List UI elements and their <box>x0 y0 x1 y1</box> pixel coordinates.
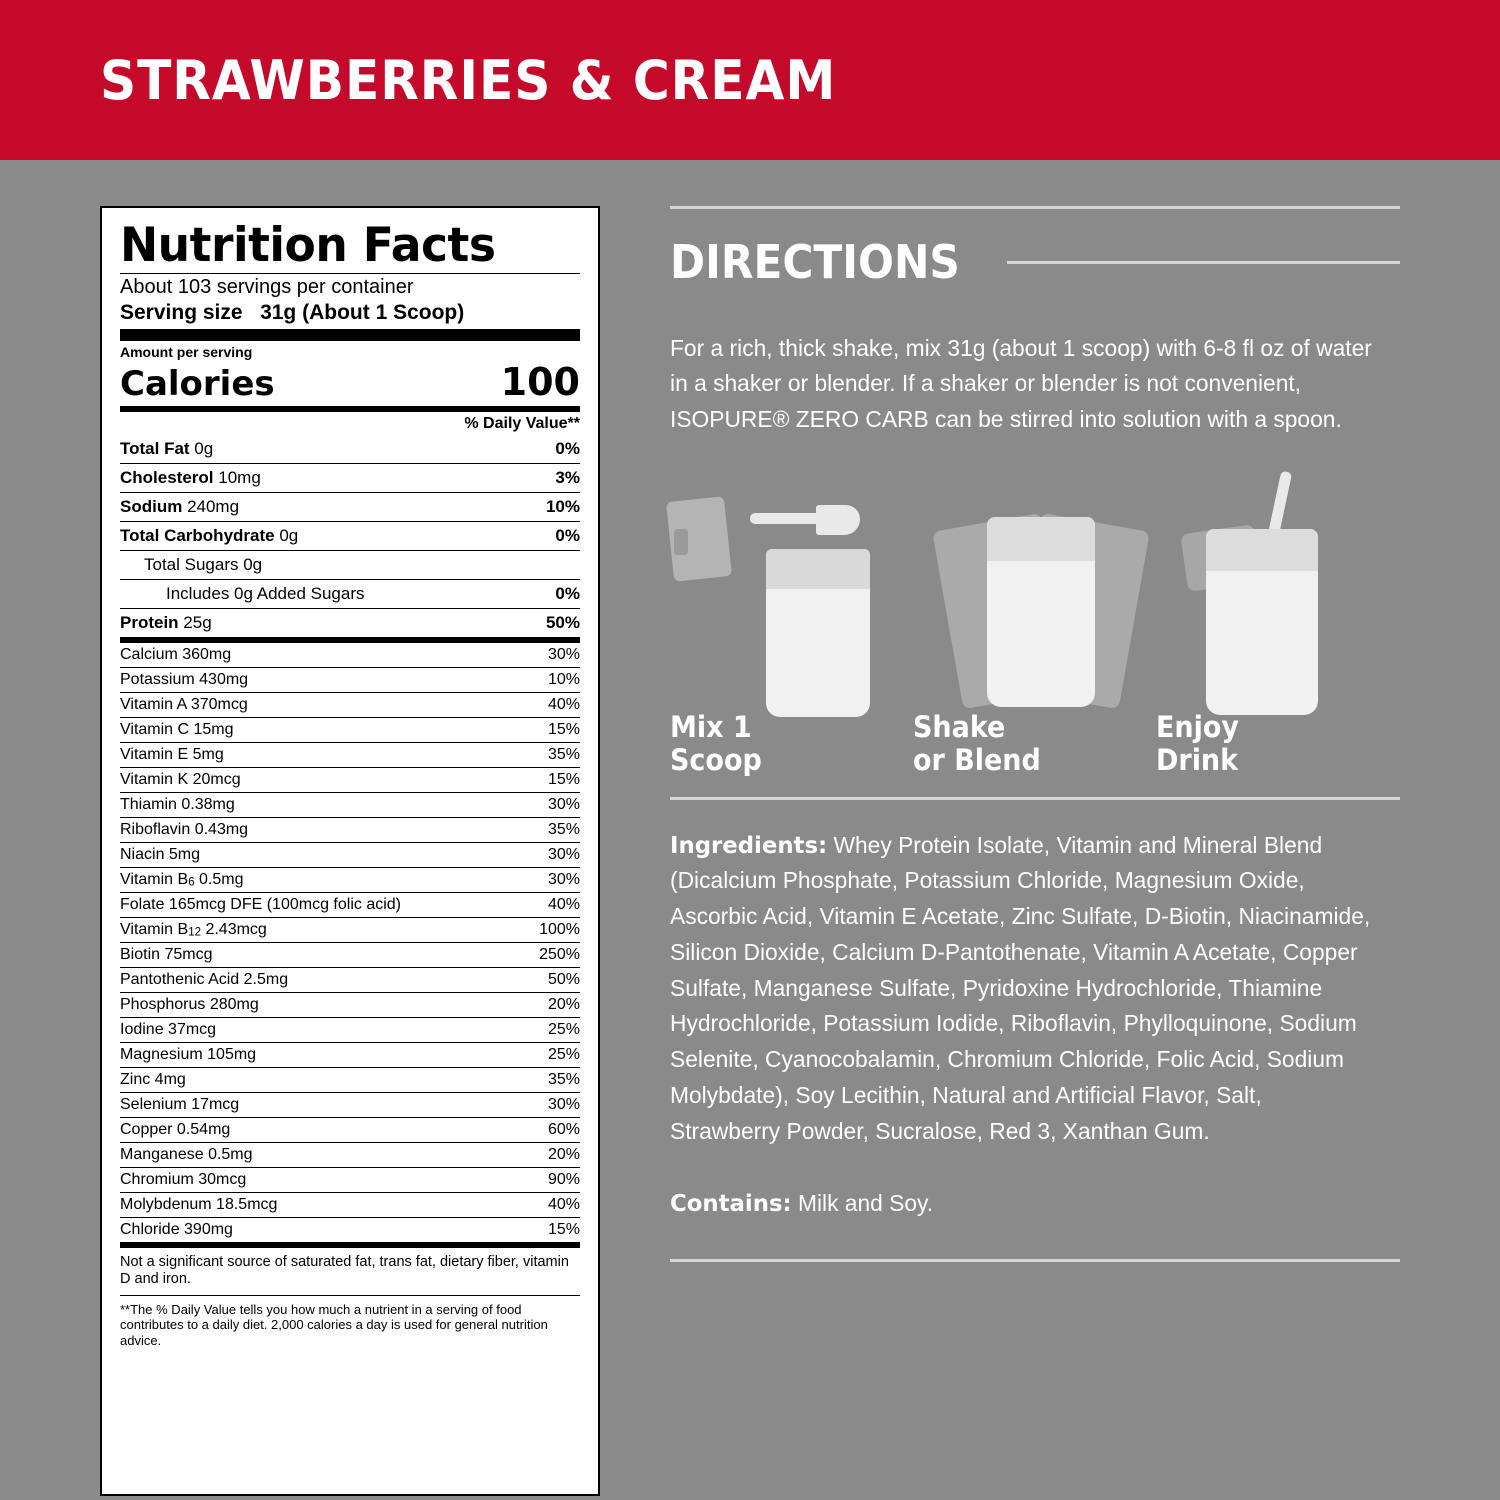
heading-rule <box>1007 261 1400 264</box>
contains-block <box>670 1189 1378 1217</box>
table-row <box>120 579 580 608</box>
list-item <box>670 471 913 778</box>
table-row <box>120 1092 580 1117</box>
nutrient-daily-value: 30% <box>547 646 580 663</box>
nutrient-name: Potassium 430mg <box>120 671 249 688</box>
table-row <box>120 492 580 521</box>
nutrient-daily-value: 40% <box>547 696 580 713</box>
step-label-line1: Enjoy <box>1156 709 1239 744</box>
table-row <box>120 942 580 967</box>
nutrient-daily-value: 50% <box>547 971 580 988</box>
nutrient-daily-value: 30% <box>547 796 580 813</box>
directions-header <box>670 235 1400 289</box>
table-row <box>120 435 580 463</box>
contains-label: Contains: <box>670 1189 792 1218</box>
flavor-header-banner <box>0 0 1500 160</box>
contains-text: Milk and Soy. <box>797 1190 934 1217</box>
nutrient-name: Phosphorus 280mg <box>120 996 259 1013</box>
nutrient-name: Zinc 4mg <box>120 1071 186 1088</box>
nutrient-daily-value: 30% <box>547 871 580 888</box>
nutrient-daily-value: 15% <box>547 771 580 788</box>
table-row <box>120 1017 580 1042</box>
ingredients-label: Ingredients: <box>670 830 828 859</box>
nutrient-daily-value: 3% <box>555 468 580 487</box>
scoop-and-cup-icon <box>670 471 913 711</box>
table-row <box>120 1217 580 1242</box>
nutrient-daily-value: 0% <box>555 439 580 458</box>
nutrient-name: Magnesium 105mg <box>120 1046 257 1063</box>
nutrient-name: Protein 25g <box>120 613 212 632</box>
nutrient-daily-value: 250% <box>539 946 580 963</box>
table-row <box>120 992 580 1017</box>
calories-label: Calories <box>120 364 275 404</box>
nutrient-daily-value: 30% <box>547 1096 580 1113</box>
main-nutrient-rows <box>120 435 580 637</box>
table-row <box>120 463 580 492</box>
step-label-line2: Scoop <box>670 743 762 778</box>
nutrient-daily-value: 40% <box>547 1196 580 1213</box>
nutrient-name: Biotin 75mcg <box>120 946 213 963</box>
daily-value-footnote: **The % Daily Value tells you how much a nutrient in a serving of food contributes to a daily diet. 2,000 calories a day is used for general nutrition advice. <box>120 1295 580 1349</box>
nutrition-facts-title: Nutrition Facts <box>120 218 496 273</box>
nutrient-daily-value: 20% <box>547 996 580 1013</box>
directions-steps <box>670 471 1400 778</box>
ingredients-text: Whey Protein Isolate, Vitamin and Mineral Blend (Dicalcium Phosphate, Potassium Chloride, Magnesium Oxide, Ascorbic Acid, Vitamin E Acetate, Zinc Sulfate, D-Biotin, Niacinamide, Silicon Dioxide, Calcium D-Pantothenate, Vitamin A Acetate, Copper Sulfate, Manganese Sulfate, Pyridoxine Hydrochloride, Thiamine Hydrochloride, Potassium Iodide, Riboflavin, Phylloquinone, Sodium Selenite, Cyanocobalamin, Chromium Chloride, Folic Acid, Sodium Molybdate), Soy Lecithin, Natural and Artificial Flavor, Salt, Strawberry Powder, Sucralose, Red 3, Xanthan Gum. <box>670 831 1371 1144</box>
step-label-line2: or Blend <box>913 743 1041 778</box>
table-row <box>120 717 580 742</box>
table-row <box>120 1192 580 1217</box>
table-row <box>120 1167 580 1192</box>
table-row <box>120 608 580 637</box>
nutrient-name: Niacin 5mg <box>120 846 201 863</box>
nutrient-daily-value: 15% <box>547 1221 580 1238</box>
ingredients-block <box>670 828 1378 1149</box>
nutrition-facts-panel <box>100 206 600 1496</box>
nutrient-daily-value: 100% <box>539 921 580 938</box>
table-row <box>120 817 580 842</box>
table-row <box>120 867 580 892</box>
table-row <box>120 667 580 692</box>
table-row <box>120 967 580 992</box>
top-divider <box>670 206 1400 209</box>
nutrient-daily-value: 0% <box>555 526 580 545</box>
directions-column <box>670 206 1400 1496</box>
nutrient-name: Vitamin E 5mg <box>120 746 224 763</box>
table-row <box>120 1042 580 1067</box>
table-row <box>120 892 580 917</box>
table-row <box>120 643 580 667</box>
nutrient-name: Total Carbohydrate 0g <box>120 526 299 545</box>
nutrient-daily-value: 20% <box>547 1146 580 1163</box>
nutrient-name: Folate 165mcg DFE (100mcg folic acid) <box>120 896 401 913</box>
directions-heading: DIRECTIONS <box>670 235 960 289</box>
page-title: STRAWBERRIES & CREAM <box>100 48 837 112</box>
nutrient-name: Vitamin C 15mg <box>120 721 234 738</box>
nutrient-daily-value: 30% <box>547 846 580 863</box>
nutrient-daily-value: 25% <box>547 1021 580 1038</box>
not-significant-note: Not a significant source of saturated fat, trans fat, dietary fiber, vitamin D and iron. <box>120 1242 580 1295</box>
calories-row <box>120 360 580 406</box>
cup-with-straw-icon <box>1156 471 1399 711</box>
list-item <box>1156 471 1399 778</box>
step-label-line1: Mix 1 <box>670 709 752 744</box>
nutrient-name: Vitamin B12 2.43mcg <box>120 921 267 939</box>
table-row <box>120 1067 580 1092</box>
nutrient-daily-value: 35% <box>547 746 580 763</box>
nutrient-name: Total Fat 0g <box>120 439 214 458</box>
daily-value-header: % Daily Value** <box>464 415 580 432</box>
nutrient-daily-value: 10% <box>545 497 580 516</box>
table-row <box>120 692 580 717</box>
label-content <box>0 160 1500 1496</box>
table-row <box>120 842 580 867</box>
nutrient-name: Iodine 37mcg <box>120 1021 217 1038</box>
nutrient-daily-value: 10% <box>547 671 580 688</box>
nutrient-name: Cholesterol 10mg <box>120 468 261 487</box>
nutrient-name: Vitamin A 370mcg <box>120 696 248 713</box>
nutrient-name: Pantothenic Acid 2.5mg <box>120 971 289 988</box>
table-row <box>120 521 580 550</box>
nutrient-name: Molybdenum 18.5mcg <box>120 1196 278 1213</box>
step-label-line2: Drink <box>1156 743 1239 778</box>
nutrient-name: Riboflavin 0.43mg <box>120 821 249 838</box>
nutrient-name: Selenium 17mcg <box>120 1096 240 1113</box>
nutrient-daily-value: 60% <box>547 1121 580 1138</box>
calories-value: 100 <box>500 360 580 404</box>
shaking-cup-icon <box>913 471 1156 711</box>
bottom-divider <box>670 1259 1400 1262</box>
directions-text: For a rich, thick shake, mix 31g (about 1 scoop) with 6-8 fl oz of water in a shaker or blender. If a shaker or blender is not convenient, ISOPURE® ZERO CARB can be stirred into solution with a spoon. <box>670 335 1372 432</box>
servings-per-container: About 103 servings per container <box>120 276 414 298</box>
nutrient-name: Manganese 0.5mg <box>120 1146 253 1163</box>
nutrient-daily-value: 90% <box>547 1171 580 1188</box>
nutrient-name: Thiamin 0.38mg <box>120 796 235 813</box>
table-row <box>120 767 580 792</box>
table-row <box>120 550 580 579</box>
list-item <box>913 471 1156 778</box>
nutrient-daily-value: 35% <box>547 821 580 838</box>
serving-size-value: 31g (About 1 Scoop) <box>260 301 465 324</box>
table-row <box>120 792 580 817</box>
table-row <box>120 742 580 767</box>
nutrient-name: Chromium 30mcg <box>120 1171 247 1188</box>
ingredients-divider <box>670 797 1400 800</box>
nutrient-daily-value: 35% <box>547 1071 580 1088</box>
table-row <box>120 1142 580 1167</box>
nutrient-daily-value: 50% <box>545 613 580 632</box>
table-row <box>120 917 580 942</box>
nutrient-name: Calcium 360mg <box>120 646 232 663</box>
nutrient-daily-value: 25% <box>547 1046 580 1063</box>
serving-size-row <box>120 300 580 329</box>
nutrient-name: Sodium 240mg <box>120 497 240 516</box>
nutrient-daily-value: 40% <box>547 896 580 913</box>
nutrient-name: Total Sugars 0g <box>144 555 263 574</box>
micronutrient-rows <box>120 643 580 1242</box>
amount-per-serving-label: Amount per serving <box>120 344 253 360</box>
nutrient-name: Vitamin B6 0.5mg <box>120 871 244 889</box>
step-label-line1: Shake <box>913 709 1006 744</box>
nutrient-name: Includes 0g Added Sugars <box>166 584 365 603</box>
nutrient-name: Copper 0.54mg <box>120 1121 231 1138</box>
nutrient-name: Vitamin K 20mcg <box>120 771 241 788</box>
table-row <box>120 1117 580 1142</box>
serving-size-label: Serving size <box>120 301 243 324</box>
nutrient-daily-value: 0% <box>555 584 580 603</box>
nutrient-name: Chloride 390mg <box>120 1221 233 1238</box>
nutrient-daily-value: 15% <box>547 721 580 738</box>
